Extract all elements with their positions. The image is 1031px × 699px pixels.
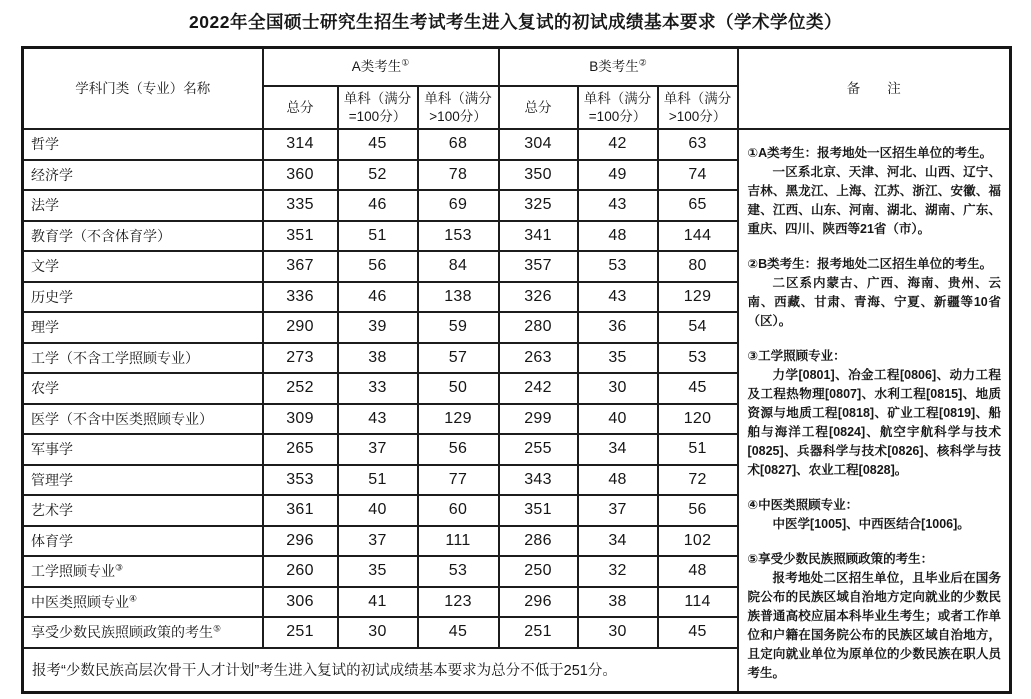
subject-cell <box>23 587 263 618</box>
group-a-label: A类考生 <box>351 59 402 75</box>
score-cell: 51 <box>338 465 418 496</box>
subject-cell <box>23 312 263 343</box>
table-header <box>23 48 1011 130</box>
score-cell: 153 <box>418 221 499 252</box>
score-cell: 111 <box>418 526 499 557</box>
table-body <box>23 129 1011 693</box>
subject-label: 文学 <box>31 258 59 275</box>
score-cell: 41 <box>338 587 418 618</box>
score-cell: 46 <box>338 190 418 221</box>
score-cell: 77 <box>418 465 499 496</box>
col-header-a-total: 总分 <box>263 86 338 129</box>
score-cell: 273 <box>263 343 338 374</box>
score-cell: 68 <box>418 129 499 160</box>
score-cell: 255 <box>499 434 578 465</box>
score-cell: 48 <box>578 221 658 252</box>
subject-label: 管理学 <box>31 471 73 488</box>
score-cell: 60 <box>418 495 499 526</box>
score-cell: 48 <box>578 465 658 496</box>
score-cell: 50 <box>418 373 499 404</box>
score-cell: 299 <box>499 404 578 435</box>
score-cell: 304 <box>499 129 578 160</box>
score-cell: 252 <box>263 373 338 404</box>
score-cell: 38 <box>578 587 658 618</box>
score-cell: 37 <box>338 526 418 557</box>
score-cell: 306 <box>263 587 338 618</box>
subject-label: 法学 <box>31 197 59 214</box>
score-cell: 43 <box>578 190 658 221</box>
score-cell: 34 <box>578 526 658 557</box>
subject-cell <box>23 343 263 374</box>
subject-cell <box>23 465 263 496</box>
score-cell: 74 <box>658 160 738 191</box>
subject-label: 体育学 <box>31 532 73 549</box>
remark-paragraph: ①A类考生：报考地处一区招生单位的考生。 <box>747 146 993 160</box>
subject-label: 历史学 <box>31 288 73 305</box>
score-cell: 242 <box>499 373 578 404</box>
subject-label: 哲学 <box>31 136 59 153</box>
page-title: 2022年全国硕士研究生招生考试考生进入复试的初试成绩基本要求（学术学位类） <box>189 12 842 32</box>
subject-cell <box>23 160 263 191</box>
score-cell: 37 <box>578 495 658 526</box>
score-cell: 280 <box>499 312 578 343</box>
score-cell: 80 <box>658 251 738 282</box>
score-cell: 45 <box>418 617 499 648</box>
score-cell: 30 <box>338 617 418 648</box>
remark-paragraph: 中医学[1005]、中西医结合[1006]。 <box>772 517 970 531</box>
score-cell: 65 <box>658 190 738 221</box>
score-cell: 54 <box>658 312 738 343</box>
score-cell: 48 <box>658 556 738 587</box>
score-cell: 57 <box>418 343 499 374</box>
subject-cell <box>23 129 263 160</box>
score-cell: 367 <box>263 251 338 282</box>
col-header-b-single-over100: 单科（满分>100分） <box>658 86 738 129</box>
subject-cell <box>23 495 263 526</box>
score-cell: 56 <box>338 251 418 282</box>
score-cell: 45 <box>658 373 738 404</box>
score-cell: 251 <box>263 617 338 648</box>
score-cell: 45 <box>338 129 418 160</box>
subject-cell <box>23 404 263 435</box>
subject-cell <box>23 221 263 252</box>
subject-label: 工学照顾专业 <box>31 563 115 580</box>
col-header-group-b <box>499 48 738 87</box>
score-cell: 35 <box>338 556 418 587</box>
score-cell: 361 <box>263 495 338 526</box>
subject-label: 理学 <box>31 319 59 336</box>
subject-label: 军事学 <box>31 441 73 458</box>
score-cell: 69 <box>418 190 499 221</box>
subject-label: 农学 <box>31 380 59 397</box>
score-cell: 38 <box>338 343 418 374</box>
score-cell: 360 <box>263 160 338 191</box>
col-header-b-single-full100: 单科（满分=100分） <box>578 86 658 129</box>
score-cell: 260 <box>263 556 338 587</box>
score-cell: 326 <box>499 282 578 313</box>
score-cell: 78 <box>418 160 499 191</box>
score-cell: 35 <box>578 343 658 374</box>
score-cell: 59 <box>418 312 499 343</box>
score-cell: 43 <box>338 404 418 435</box>
score-cell: 51 <box>338 221 418 252</box>
score-cell: 33 <box>338 373 418 404</box>
score-cell: 357 <box>499 251 578 282</box>
subject-cell <box>23 373 263 404</box>
remarks-cell <box>738 129 1011 693</box>
col-header-a-single-over100: 单科（满分>100分） <box>418 86 499 129</box>
remark-paragraph: ④中医类照顾专业： <box>747 498 859 512</box>
score-cell: 36 <box>578 312 658 343</box>
remark-paragraph: ②B类考生：报考地处二区招生单位的考生。 <box>747 257 993 271</box>
score-cell: 30 <box>578 373 658 404</box>
score-cell: 250 <box>499 556 578 587</box>
remark-paragraph: 二区系内蒙古、广西、海南、贵州、云南、西藏、甘肃、青海、宁夏、新疆等10省（区）。 <box>747 276 1002 328</box>
score-cell: 123 <box>418 587 499 618</box>
score-cell: 53 <box>418 556 499 587</box>
score-cell: 144 <box>658 221 738 252</box>
score-cell: 129 <box>418 404 499 435</box>
score-cell: 43 <box>578 282 658 313</box>
col-header-a-single-full100: 单科（满分=100分） <box>338 86 418 129</box>
subject-label: 工学（不含工学照顾专业） <box>31 349 199 366</box>
subject-cell <box>23 251 263 282</box>
score-cell: 286 <box>499 526 578 557</box>
score-cell: 290 <box>263 312 338 343</box>
score-cell: 336 <box>263 282 338 313</box>
remark-paragraph: 一区系北京、天津、河北、山西、辽宁、吉林、黑龙江、上海、江苏、浙江、安徽、福建、江西、山东、河南、湖北、湖南、广东、重庆、四川、陕西等21省（市）。 <box>747 165 1002 236</box>
subject-label: 医学（不含中医类照顾专业） <box>31 410 213 427</box>
score-cell: 335 <box>263 190 338 221</box>
score-cell: 40 <box>578 404 658 435</box>
score-requirements-table <box>21 46 1012 694</box>
subject-label: 中医类照顾专业 <box>31 593 129 610</box>
score-cell: 296 <box>499 587 578 618</box>
remark-paragraph: 力学[0801]、冶金工程[0806]、动力工程及工程热物理[0807]、水利工程[0815]、地质资源与地质工程[0818]、矿业工程[0819]、船舶与海洋工程[0824]、航空宇航科学与技术[0825]、兵器科学与技术[0826]、核科学与技术[0827]、农业工程[0828]。 <box>747 368 1002 477</box>
subject-cell <box>23 556 263 587</box>
score-cell: 49 <box>578 160 658 191</box>
score-cell: 296 <box>263 526 338 557</box>
subject-cell <box>23 617 263 648</box>
score-cell: 72 <box>658 465 738 496</box>
score-cell: 351 <box>499 495 578 526</box>
subject-cell <box>23 434 263 465</box>
score-cell: 40 <box>338 495 418 526</box>
score-cell: 343 <box>499 465 578 496</box>
col-header-group-a <box>263 48 499 87</box>
subject-cell <box>23 526 263 557</box>
score-cell: 251 <box>499 617 578 648</box>
score-cell: 63 <box>658 129 738 160</box>
score-cell: 46 <box>338 282 418 313</box>
remark-paragraph: 报考地处二区招生单位，且毕业后在国务院公布的民族区域自治地方定向就业的少数民族普通高校应届本科毕业生考生；或者工作单位和户籍在国务院公布的民族区域自治地方，且定向就业单位为原单位的少数民族在职人员考生。 <box>747 571 1002 680</box>
subject-footnote-marker: ③ <box>115 562 124 573</box>
col-header-b-total: 总分 <box>499 86 578 129</box>
score-cell: 37 <box>338 434 418 465</box>
score-cell: 265 <box>263 434 338 465</box>
score-cell: 84 <box>418 251 499 282</box>
subject-footnote-marker: ⑤ <box>213 623 222 634</box>
score-cell: 138 <box>418 282 499 313</box>
col-header-remark: 备 注 <box>738 48 1011 130</box>
subject-footnote-marker: ④ <box>129 593 138 604</box>
score-cell: 39 <box>338 312 418 343</box>
subject-label: 艺术学 <box>31 502 73 519</box>
group-b-label: B类考生 <box>589 59 639 75</box>
remark-paragraph: ⑤享受少数民族照顾政策的考生： <box>747 552 934 566</box>
score-cell: 350 <box>499 160 578 191</box>
remark-paragraph: ③工学照顾专业： <box>747 349 846 363</box>
score-cell: 52 <box>338 160 418 191</box>
score-cell: 102 <box>658 526 738 557</box>
score-cell: 30 <box>578 617 658 648</box>
score-cell: 51 <box>658 434 738 465</box>
score-cell: 42 <box>578 129 658 160</box>
score-cell: 114 <box>658 587 738 618</box>
score-cell: 325 <box>499 190 578 221</box>
group-b-footnote-marker: ② <box>638 57 647 68</box>
score-cell: 309 <box>263 404 338 435</box>
score-cell: 129 <box>658 282 738 313</box>
score-cell: 56 <box>658 495 738 526</box>
score-cell: 341 <box>499 221 578 252</box>
score-cell: 120 <box>658 404 738 435</box>
score-cell: 353 <box>263 465 338 496</box>
subject-cell <box>23 282 263 313</box>
score-cell: 45 <box>658 617 738 648</box>
table-row <box>23 129 1011 160</box>
score-cell: 263 <box>499 343 578 374</box>
subject-label: 享受少数民族照顾政策的考生 <box>31 624 213 641</box>
score-cell: 32 <box>578 556 658 587</box>
subject-label: 经济学 <box>31 166 73 183</box>
score-cell: 53 <box>658 343 738 374</box>
score-cell: 34 <box>578 434 658 465</box>
document-page <box>0 9 1031 694</box>
col-header-subject: 学科门类（专业）名称 <box>23 48 263 130</box>
score-cell: 314 <box>263 129 338 160</box>
group-a-footnote-marker: ① <box>401 57 410 68</box>
score-cell: 56 <box>418 434 499 465</box>
subject-label: 教育学（不含体育学） <box>31 227 171 244</box>
footer-note: 报考“少数民族高层次骨干人才计划”考生进入复试的初试成绩基本要求为总分不低于251分。 <box>23 648 738 693</box>
subject-cell <box>23 190 263 221</box>
score-cell: 351 <box>263 221 338 252</box>
score-cell: 53 <box>578 251 658 282</box>
